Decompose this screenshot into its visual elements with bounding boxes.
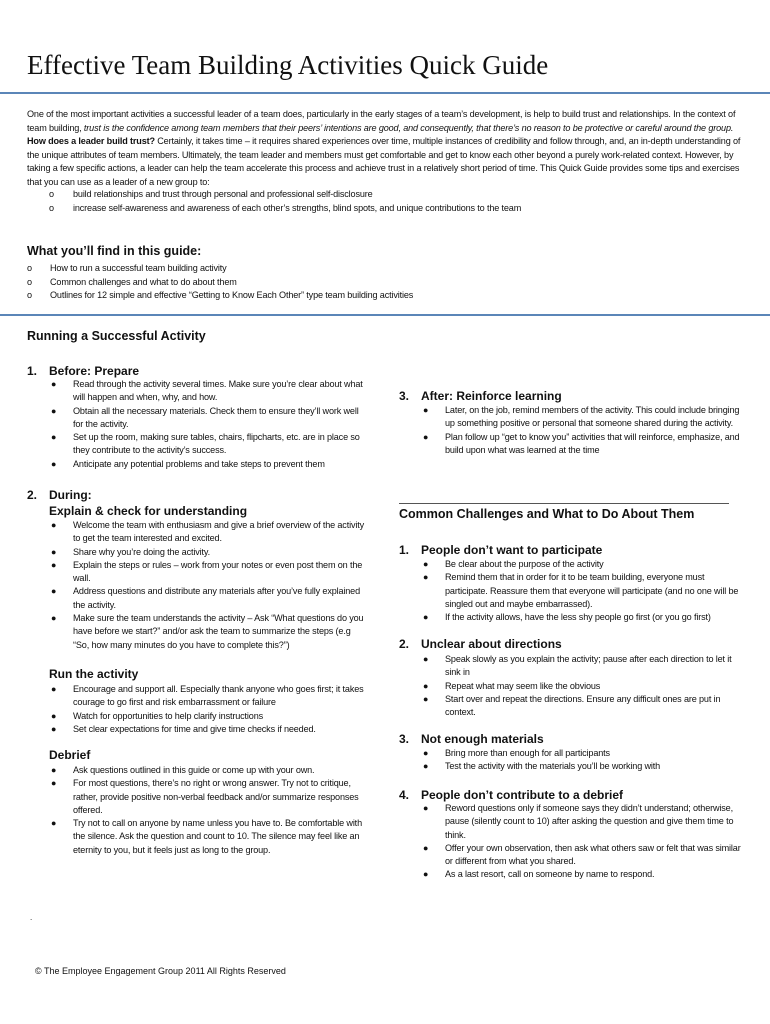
bullet-icon: ● bbox=[51, 546, 57, 557]
challenge-title: People don’t want to participate bbox=[421, 543, 603, 557]
bullet-icon: ● bbox=[423, 761, 429, 772]
find-item: o Outlines for 12 simple and effective “Getting to Know Each Other” type team building activities bbox=[27, 289, 413, 303]
bullet-icon: ● bbox=[51, 586, 57, 597]
bullet-icon: ● bbox=[423, 654, 429, 664]
bullet-icon: ● bbox=[51, 778, 57, 789]
list-item: ● Address questions and distribute any materials after you’ve fully explained the activity. bbox=[51, 586, 360, 610]
after-list bbox=[421, 404, 746, 457]
after-title: After: Reinforce learning bbox=[421, 389, 562, 403]
list-item: ● Try not to call on anyone by name unless you have to. Be comfortable with the silence. Ask the question and count to 10. The silence may feel like an eternity to you, but it feels just as long to the group. bbox=[51, 818, 362, 855]
challenges-heading: Common Challenges and What to Do About Them bbox=[399, 507, 695, 521]
section-divider bbox=[0, 314, 770, 316]
bullet-icon: ● bbox=[51, 765, 57, 775]
bullet-icon: ● bbox=[423, 842, 429, 853]
list-item: ● Obtain all the necessary materials. Check them to ensure they’ll work well for the activity. bbox=[51, 405, 359, 429]
list-item: ● Encourage and support all. Especially thank anyone who goes first; it takes courage to go first and risk embarrassment or failure bbox=[51, 684, 364, 708]
bullet-icon: ● bbox=[51, 405, 57, 416]
list-item: ● Test the activity with the materials you’ll be working with bbox=[421, 760, 746, 773]
bullet-icon: ● bbox=[423, 748, 429, 758]
find-item: o Common challenges and what to do about them bbox=[27, 276, 413, 290]
challenge-4-list bbox=[421, 802, 746, 882]
after-number: 3. bbox=[399, 389, 410, 403]
challenge-title: People don’t contribute to a debrief bbox=[421, 788, 624, 802]
bullet-icon: ● bbox=[423, 431, 429, 442]
list-item: ● Repeat what may seem like the obvious bbox=[421, 680, 746, 693]
bullet-icon: ● bbox=[423, 693, 429, 704]
stray-mark: . bbox=[30, 913, 33, 922]
challenge-number: 1. bbox=[399, 543, 410, 557]
bullet-icon: ● bbox=[423, 612, 429, 623]
find-list bbox=[27, 262, 413, 303]
during-list bbox=[49, 519, 369, 652]
during-number: 2. bbox=[27, 488, 38, 502]
list-item: ● If the activity allows, have the less shy people go first (or you go first) bbox=[421, 611, 746, 624]
intro-bullet: o increase self-awareness and awareness of each other’s strengths, blind spots, and unique contributions to the team bbox=[49, 202, 521, 216]
page-title: Effective Team Building Activities Quick Guide bbox=[27, 50, 549, 80]
bullet-icon: ● bbox=[51, 723, 57, 734]
find-heading: What you’ll find in this guide: bbox=[27, 244, 202, 258]
challenge-number: 2. bbox=[399, 637, 410, 651]
bullet-icon: ● bbox=[51, 684, 57, 694]
list-item: ● Be clear about the purpose of the activity bbox=[421, 558, 746, 571]
bullet-icon: ● bbox=[423, 559, 429, 569]
bullet-icon: ● bbox=[51, 432, 57, 443]
bullet-icon: ● bbox=[423, 869, 429, 880]
bullet-icon: ● bbox=[51, 458, 57, 469]
circle-bullet-icon: o bbox=[27, 263, 32, 273]
run-title: Run the activity bbox=[49, 667, 139, 681]
challenge-3-list bbox=[421, 747, 746, 774]
intro-text-2: Certainly, it takes time – it requires shared experiences over time, multiple instances of credibility and follow through, and, an in-depth understanding of the unique attributes of team members. Ultimately, the team leader and members must get comfortable and get to know each other beyond a purely work-related context. However, by taking a few specific actions, a leader can help the team accelerate this process and achieve trust in a relatively short period of time. This Quick Guide provides some tips and exercises that you can use as a leader of a new group to: bbox=[27, 136, 741, 187]
bullet-icon: ● bbox=[51, 818, 57, 829]
circle-bullet-icon: o bbox=[27, 276, 32, 287]
list-item: ● Later, on the job, remind members of the activity. This could include bringing up something positive or personal that someone shared during the activity. bbox=[423, 405, 740, 429]
run-list bbox=[49, 683, 369, 736]
challenge-number: 3. bbox=[399, 732, 410, 746]
list-item: ● Share why you’re doing the activity. bbox=[49, 546, 369, 559]
list-item: ● Explain the steps or rules – work from your notes or even post them on the wall. bbox=[51, 559, 363, 584]
before-list bbox=[49, 378, 369, 471]
before-title: Before: Prepare bbox=[49, 364, 140, 378]
bullet-icon: ● bbox=[423, 405, 429, 415]
list-item: ● As a last resort, call on someone by name to respond. bbox=[421, 868, 746, 881]
list-item: ● Watch for opportunities to help clarify instructions bbox=[49, 710, 369, 723]
challenge-title: Unclear about directions bbox=[421, 637, 562, 651]
bullet-icon: ● bbox=[51, 520, 57, 530]
before-number: 1. bbox=[27, 364, 38, 378]
bullet-icon: ● bbox=[51, 710, 57, 721]
list-item: ● Welcome the team with enthusiasm and give a brief overview of the activity to get the team interested and excited. bbox=[51, 520, 364, 544]
list-item: ● For most questions, there’s no right or wrong answer. Try not to critique, rather, provide positive non-verbal feedback and/or summarize responses offered. bbox=[51, 778, 359, 815]
footer-copyright: © The Employee Engagement Group 2011 All Rights Reserved bbox=[35, 966, 286, 976]
intro-text-1: One of the most important activities a successful leader of a team does, particularly in the early stages of a team’s development, is help to build trust and relationships. In the context of team building, bbox=[27, 109, 736, 133]
list-item: ● Bring more than enough for all participants bbox=[421, 747, 746, 760]
circle-bullet-icon: o bbox=[49, 189, 54, 199]
list-item: ● Offer your own observation, then ask what others saw or felt that was similar or different from what you shared. bbox=[423, 842, 741, 867]
intro-bullet: o build relationships and trust through personal and professional self-disclosure bbox=[49, 188, 521, 202]
circle-bullet-icon: o bbox=[49, 202, 54, 213]
list-item: ● Make sure the team understands the activity – Ask “What questions do you have before we start?” and/or ask the team to summarize the steps (e.g “So, how many minutes do you have to complete this?”) bbox=[51, 613, 364, 650]
list-item: ● Start over and repeat the directions. Ensure any difficult ones are put in context. bbox=[423, 693, 721, 718]
intro-paragraph bbox=[27, 108, 742, 189]
running-heading: Running a Successful Activity bbox=[27, 329, 206, 343]
intro-trust-definition: trust is the confidence among team members that their peers’ intentions are good, and consequently, that there’s no reason to be protective or careful around the group. bbox=[83, 122, 734, 133]
challenge-2-list bbox=[421, 653, 746, 719]
bullet-icon: ● bbox=[51, 613, 57, 624]
debrief-list bbox=[49, 764, 369, 857]
list-item: ● Anticipate any potential problems and take steps to prevent them bbox=[49, 458, 369, 471]
list-item: ● Plan follow up “get to know you” activities that will reinforce, emphasize, and build upon what was learned at the time bbox=[423, 431, 740, 455]
debrief-title: Debrief bbox=[49, 748, 91, 762]
list-item: ● Remind them that in order for it to be team building, everyone must participate. Reassure them that everyone will participate (and no one will be singled out and maybe embarrassed). bbox=[423, 572, 739, 609]
list-item: ● Ask questions outlined in this guide or come up with your own. bbox=[49, 764, 369, 777]
find-item: o How to run a successful team building activity bbox=[27, 262, 413, 276]
bullet-icon: ● bbox=[423, 572, 429, 583]
list-item: ● Speak slowly as you explain the activity; pause after each direction to let it sink in bbox=[423, 654, 732, 678]
bullet-icon: ● bbox=[423, 680, 429, 691]
section-underline bbox=[399, 503, 729, 504]
bullet-icon: ● bbox=[51, 379, 57, 389]
title-divider bbox=[0, 92, 770, 94]
challenge-title: Not enough materials bbox=[421, 732, 544, 746]
during-subtitle: Explain & check for understanding bbox=[49, 504, 248, 518]
bullet-icon: ● bbox=[51, 559, 57, 570]
intro-question: How does a leader build trust? bbox=[27, 136, 155, 146]
circle-bullet-icon: o bbox=[27, 290, 32, 300]
list-item: ● Set clear expectations for time and give time checks if needed. bbox=[49, 723, 369, 736]
list-item: ● Set up the room, making sure tables, chairs, flipcharts, etc. are in place so they contribute to the activity’s success. bbox=[51, 432, 360, 456]
list-item: ● Read through the activity several times. Make sure you’re clear about what will happen and when, why, and how. bbox=[51, 379, 363, 403]
challenge-1-list bbox=[421, 558, 746, 624]
during-title: During: bbox=[49, 488, 92, 502]
intro-bullet-list bbox=[49, 188, 521, 215]
challenge-number: 4. bbox=[399, 788, 410, 802]
bullet-icon: ● bbox=[423, 803, 429, 813]
list-item: ● Reword questions only if someone says they didn’t understand; otherwise, pause (silently count to 10) after asking the question and give them time to think. bbox=[423, 803, 734, 840]
